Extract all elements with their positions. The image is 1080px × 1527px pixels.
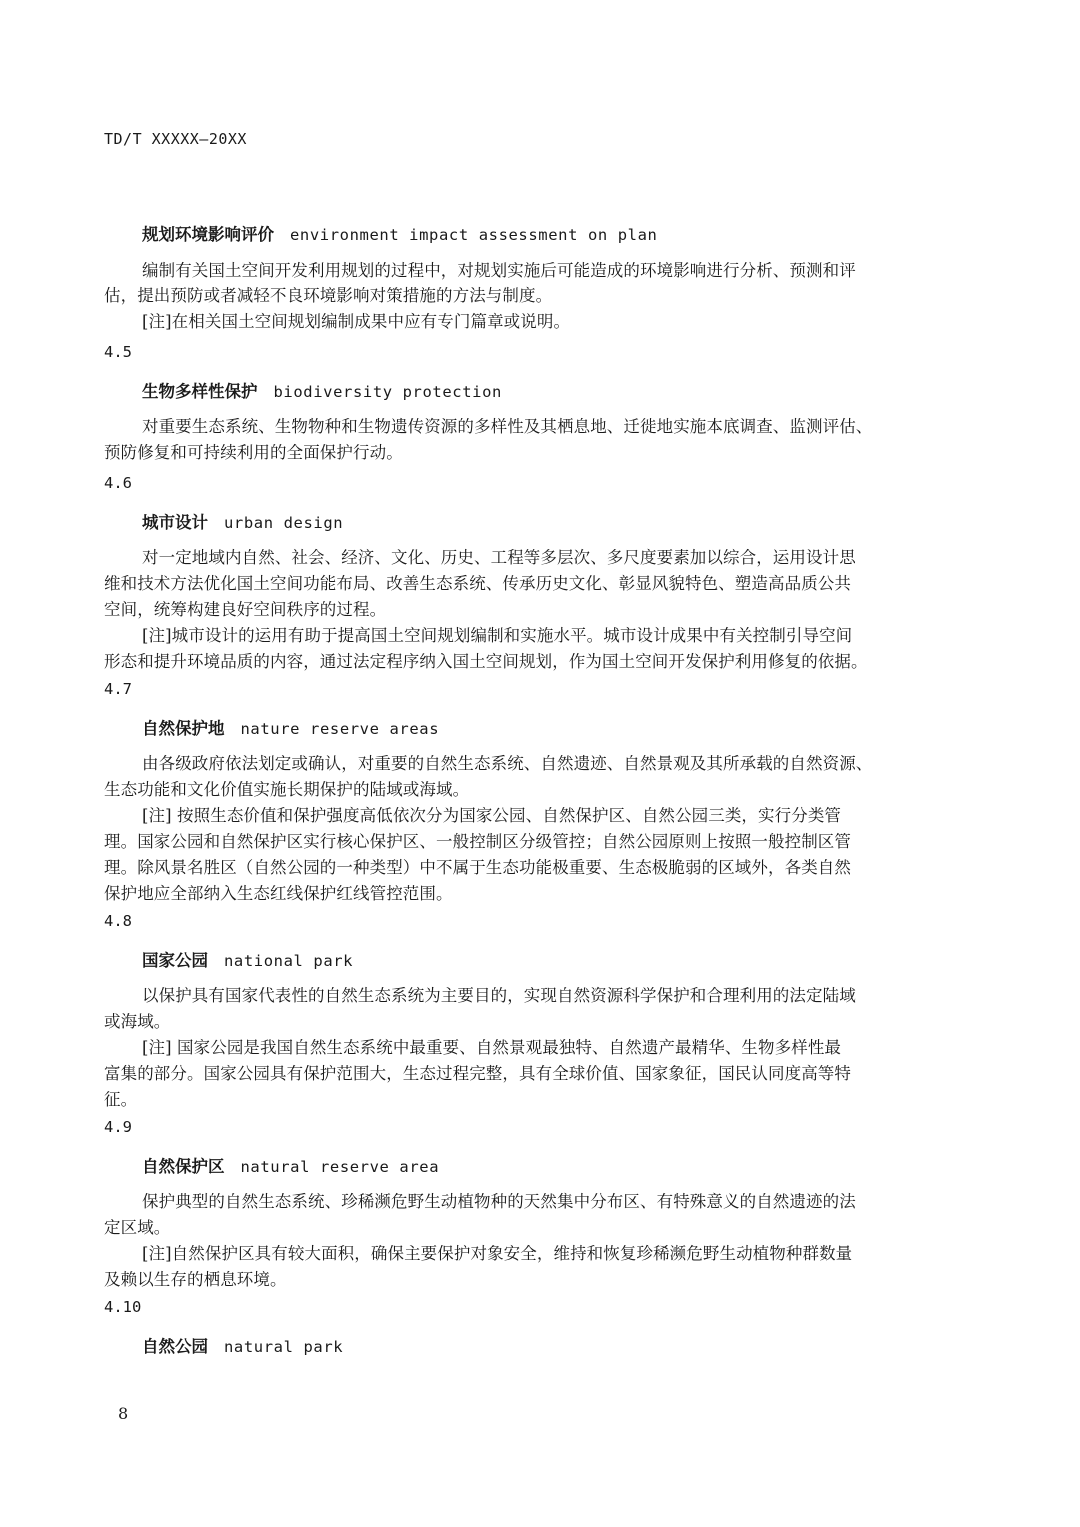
body-text-line: [注]城市设计的运用有助于提高国土空间规划编制和实施水平。城市设计成果中有关控制引导空间 [142, 626, 853, 645]
body-text-line: 维和技术方法优化国土空间功能布局、改善生态系统、传承历史文化、彰显风貌特色、塑造高品质公共 [104, 574, 851, 593]
term-heading [142, 378, 502, 402]
term-chinese: 自然保护地 [142, 719, 225, 738]
term-english: biodiversity protection [273, 383, 502, 401]
term-heading [142, 947, 353, 971]
body-text-line: 及赖以生存的栖息环境。 [104, 1270, 287, 1289]
term-heading [142, 509, 343, 533]
term-heading [142, 1333, 343, 1357]
section-number: 4.6 [104, 474, 132, 492]
section-number: 4.7 [104, 680, 132, 698]
document-code-header: TD/T XXXXX—20XX [104, 130, 247, 148]
body-text-line: 形态和提升环境品质的内容，通过法定程序纳入国土空间规划，作为国土空间开发保护利用修复的依据。 [104, 652, 868, 671]
body-text-line: 保护地应全部纳入生态红线保护红线管控范围。 [104, 884, 453, 903]
body-text-line: 或海域。 [104, 1012, 171, 1031]
term-chinese: 国家公园 [142, 951, 208, 970]
body-text-line: 理。除风景名胜区（自然公园的一种类型）中不属于生态功能极重要、生态极脆弱的区域外，各类自然 [104, 858, 851, 877]
term-english: nature reserve areas [240, 720, 440, 738]
body-text-line: 征。 [104, 1090, 138, 1109]
term-chinese: 生物多样性保护 [142, 382, 258, 401]
term-heading [142, 221, 657, 245]
body-text-line: 保护典型的自然生态系统、珍稀濒危野生动植物种的天然集中分布区、有特殊意义的自然遗迹的法 [142, 1192, 856, 1211]
body-text-line: 以保护具有国家代表性的自然生态系统为主要目的，实现自然资源科学保护和合理利用的法定陆域 [142, 986, 856, 1005]
term-chinese: 城市设计 [142, 513, 208, 532]
body-text-line: 预防修复和可持续利用的全面保护行动。 [104, 443, 403, 462]
term-english: natural park [224, 1338, 344, 1356]
term-chinese: 自然公园 [142, 1337, 208, 1356]
body-text-line: 编制有关国土空间开发利用规划的过程中，对规划实施后可能造成的环境影响进行分析、预测和评 [142, 261, 856, 280]
term-english: natural reserve area [240, 1158, 440, 1176]
term-english: national park [224, 952, 354, 970]
body-text-line: 理。国家公园和自然保护区实行核心保护区、一般控制区分级管控；自然公园原则上按照一般控制区管 [104, 832, 851, 851]
term-heading [142, 1153, 439, 1177]
term-english: environment impact assessment on plan [290, 226, 658, 244]
section-number: 4.8 [104, 912, 132, 930]
body-text-line: [注]在相关国土空间规划编制成果中应有专门篇章或说明。 [142, 312, 571, 331]
page-number: 8 [118, 1404, 129, 1423]
body-text-line: [注] 按照生态价值和保护强度高低依次分为国家公园、自然保护区、自然公园三类，实行分类管 [142, 806, 842, 825]
term-heading [142, 715, 439, 739]
body-text-line: 定区域。 [104, 1218, 171, 1237]
body-text-line: [注] 国家公园是我国自然生态系统中最重要、自然景观最独特、自然遗产最精华、生物多样性最 [142, 1038, 842, 1057]
term-chinese: 自然保护区 [142, 1157, 225, 1176]
body-text-line: 对一定地域内自然、社会、经济、文化、历史、工程等多层次、多尺度要素加以综合，运用设计思 [142, 548, 856, 567]
body-text-line: 生态功能和文化价值实施长期保护的陆域或海域。 [104, 780, 470, 799]
body-text-line: 富集的部分。国家公园具有保护范围大，生态过程完整，具有全球价值、国家象征，国民认同度高等特 [104, 1064, 851, 1083]
term-chinese: 规划环境影响评价 [142, 225, 274, 244]
body-text-line: 空间，统筹构建良好空间秩序的过程。 [104, 600, 387, 619]
body-text-line: [注]自然保护区具有较大面积，确保主要保护对象安全，维持和恢复珍稀濒危野生动植物种群数量 [142, 1244, 853, 1263]
body-text-line: 估，提出预防或者减轻不良环境影响对策措施的方法与制度。 [104, 286, 553, 305]
section-number: 4.9 [104, 1118, 132, 1136]
term-english: urban design [224, 514, 344, 532]
section-number: 4.5 [104, 343, 132, 361]
section-number: 4.10 [104, 1298, 142, 1316]
body-text-line: 对重要生态系统、生物物种和生物遗传资源的多样性及其栖息地、迁徙地实施本底调查、监测评估、 [142, 417, 873, 436]
body-text-line: 由各级政府依法划定或确认，对重要的自然生态系统、自然遗迹、自然景观及其所承载的自然资源、 [142, 754, 873, 773]
